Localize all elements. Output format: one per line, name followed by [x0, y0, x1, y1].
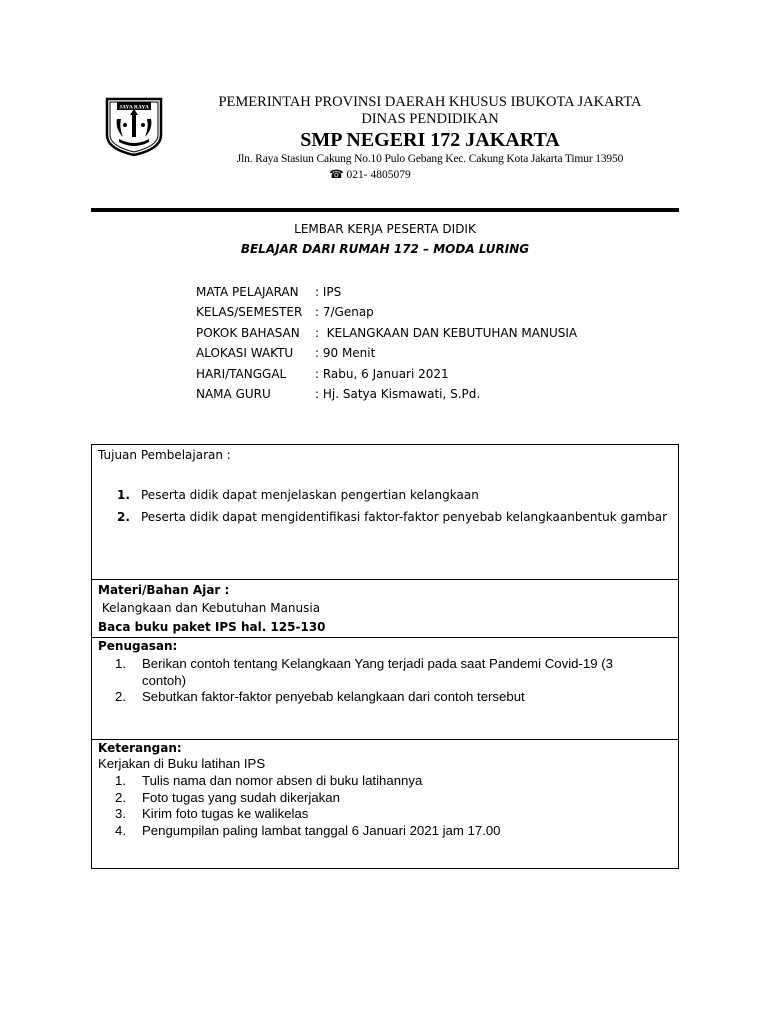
assignment-number: 2. [115, 689, 126, 704]
info-label: MATA PELAJARAN [196, 285, 299, 299]
objective-text: Peserta didik dapat menjelaskan pengertian kelangkaan [141, 488, 479, 502]
info-row-duration [196, 346, 577, 366]
info-value: : IPS [315, 285, 342, 299]
notes-number: 3. [115, 806, 126, 821]
worksheet-subtitle: BELAJAR DARI RUMAH 172 – MODA LURING [240, 242, 530, 256]
worksheet-title: LEMBAR KERJA PESERTA DIDIK [294, 222, 476, 236]
objective-item [117, 506, 670, 528]
info-row-teacher [196, 387, 577, 407]
assignment-number: 1. [115, 656, 126, 671]
objective-number: 1. [117, 488, 130, 502]
info-label: HARI/TANGGAL [196, 366, 287, 381]
info-label: NAMA GURU [196, 386, 271, 401]
notes-item [115, 823, 654, 840]
notes-text: Kirim foto tugas ke walikelas [142, 806, 309, 821]
notes-text: Foto tugas yang sudah dikerjakan [142, 789, 340, 805]
info-value: : Hj. Satya Kismawati, S.Pd. [315, 386, 481, 401]
notes-list [115, 773, 654, 839]
notes-heading: Keterangan: [98, 741, 182, 755]
info-row-topic [196, 326, 577, 346]
info-row-class [196, 305, 577, 325]
government-name: PEMERINTAH PROVINSI DAERAH KHUSUS IBUKOTA JAKARTA [218, 94, 642, 110]
assignment-list [115, 656, 654, 706]
info-value: : Rabu, 6 Januari 2021 [315, 366, 449, 381]
materials-heading: Materi/Bahan Ajar : [98, 583, 230, 597]
notes-item [115, 790, 654, 807]
objectives-list [117, 484, 670, 528]
info-value: : 7/Genap [315, 305, 374, 320]
notes-number: 4. [115, 822, 126, 838]
objective-number: 2. [117, 510, 130, 524]
notes-text: Pengumpilan paling lambat tanggal 6 Januari 2021 jam 17.00 [142, 822, 501, 838]
notes-number: 1. [115, 773, 126, 788]
notes-text: Tulis nama dan nomor absen di buku latihannya [142, 773, 423, 788]
info-value: : 90 Menit [315, 346, 376, 361]
info-label: ALOKASI WAKTU [196, 346, 294, 361]
materials-reference: Baca buku paket IPS hal. 125-130 [98, 620, 326, 634]
info-label: POKOK BAHASAN [196, 325, 300, 340]
assignment-box [91, 638, 679, 740]
objectives-heading: Tujuan Pembelajaran : [98, 448, 231, 462]
assignment-heading: Penugasan: [98, 639, 178, 653]
department-name: DINAS PENDIDIKAN [361, 111, 499, 127]
lesson-info [196, 285, 577, 407]
assignment-item [115, 689, 654, 706]
notes-item [115, 806, 654, 823]
info-value: : KELANGKAAN DAN KEBUTUHAN MANUSIA [315, 325, 578, 340]
objectives-box [91, 444, 679, 580]
info-label: KELAS/SEMESTER [196, 305, 303, 320]
objective-text: Peserta didik dapat mengidentifikasi faktor-faktor penyebab kelangkaanbentuk gambar [141, 510, 668, 524]
notes-intro: Kerjakan di Buku latihan IPS [98, 756, 266, 771]
notes-item [115, 773, 654, 790]
telephone-icon: ☎ [329, 169, 344, 181]
header-divider [91, 208, 679, 212]
info-row-date [196, 367, 577, 387]
school-name: SMP NEGERI 172 JAKARTA [300, 129, 560, 151]
materials-topic: Kelangkaan dan Kebutuhan Manusia [98, 601, 321, 615]
school-phone [170, 167, 570, 181]
assignment-item [115, 656, 654, 689]
phone-number: 021- 4805079 [346, 169, 411, 181]
jakarta-emblem-icon [103, 95, 165, 157]
assignment-text: Berikan contoh tentang Kelangkaan Yang terjadi pada saat Pandemi Covid-19 (3 contoh) [142, 656, 613, 688]
notes-number: 2. [115, 789, 126, 805]
objective-item [117, 484, 670, 506]
svg-text:JAYA RAYA: JAYA RAYA [119, 104, 149, 111]
school-address: Jln. Raya Stasiun Cakung No.10 Pulo Gebang Kec. Cakung Kota Jakarta Timur 13950 [236, 153, 624, 165]
assignment-text: Sebutkan faktor-faktor penyebab kelangkaan dari contoh tersebut [142, 689, 525, 704]
info-row-subject [196, 285, 577, 305]
jaya-raya-logo [103, 95, 165, 157]
notes-box [91, 740, 679, 869]
materials-box [91, 580, 679, 638]
